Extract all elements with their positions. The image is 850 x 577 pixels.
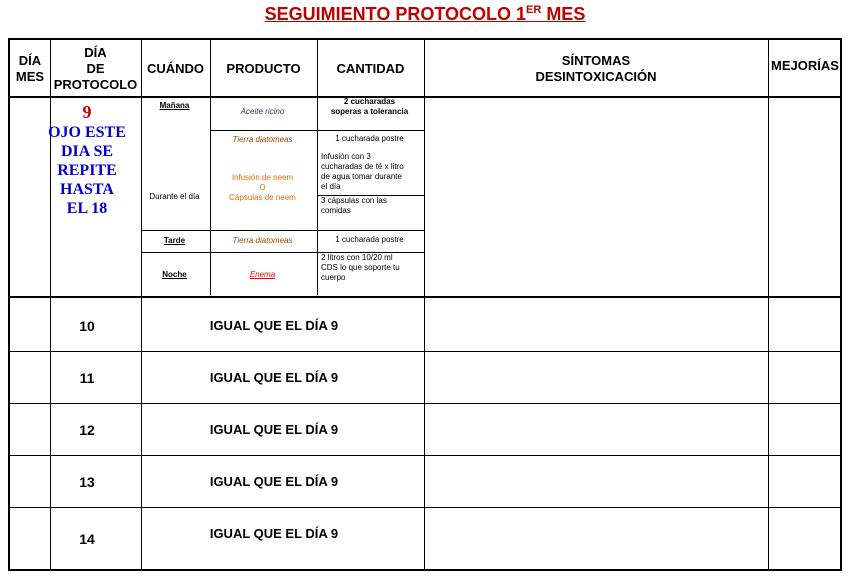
day-9-cell: 9 OJO ESTE DIA SE REPITE HASTA EL 18 — [48, 101, 126, 217]
qty-aceite: 2 cucharadas soperas a tolerancia — [330, 97, 409, 116]
row-text-13: IGUAL QUE EL DÍA 9 — [209, 474, 339, 489]
header-dia-mes: DÍA MES — [15, 53, 45, 84]
qty-tierra-1: 1 cucharada postre — [335, 134, 404, 143]
qty-infusion: Infusión con 3 cucharadas de té x litro de agua tomar durante el día — [321, 152, 404, 191]
product-tierra-1: Tierra diatomeas — [232, 134, 293, 144]
row-day-11: 11 — [79, 370, 95, 386]
row-text-12: IGUAL QUE EL DÍA 9 — [209, 422, 339, 437]
when-tarde: Tarde — [163, 235, 186, 245]
qty-capsulas: 3 cápsulas con las comidas — [321, 196, 387, 215]
product-enema: Enema — [249, 269, 276, 279]
row-day-12: 12 — [79, 422, 95, 438]
header-sintomas: SÍNTOMAS DESINTOXICACIÓN — [535, 53, 657, 84]
day-9-number: 9 — [82, 101, 92, 122]
row-day-14: 14 — [79, 531, 95, 547]
header-cantidad: CANTIDAD — [336, 61, 405, 76]
when-durante: Durante el día — [149, 191, 200, 201]
row-text-11: IGUAL QUE EL DÍA 9 — [209, 370, 339, 385]
when-manana: Mañana — [159, 100, 190, 110]
protocol-table — [8, 38, 842, 571]
row-day-10: 10 — [79, 318, 95, 334]
header-dia-protocolo: DÍA DE PROTOCOLO — [53, 45, 138, 92]
when-noche: Noche — [162, 269, 187, 279]
product-aceite: Aceite ricino — [240, 106, 285, 116]
header-mejorias: MEJORÍAS — [771, 58, 839, 73]
row-day-13: 13 — [79, 474, 95, 490]
header-producto: PRODUCTO — [226, 61, 301, 76]
page-title: SEGUIMIENTO PROTOCOLO 1ER MES — [264, 4, 586, 24]
qty-enema: 2 litros con 10/20 ml CDS lo que soporte tu cuerpo — [321, 253, 400, 282]
qty-tierra-2: 1 cucharada postre — [335, 235, 404, 244]
product-tierra-2: Tierra diatomeas — [232, 235, 293, 245]
product-neem: Infusión de neem O Cápsulas de neem — [229, 173, 296, 202]
row-text-10: IGUAL QUE EL DÍA 9 — [209, 318, 339, 333]
row-text-14: IGUAL QUE EL DÍA 9 — [209, 526, 339, 541]
header-cuando: CUÁNDO — [146, 61, 205, 76]
